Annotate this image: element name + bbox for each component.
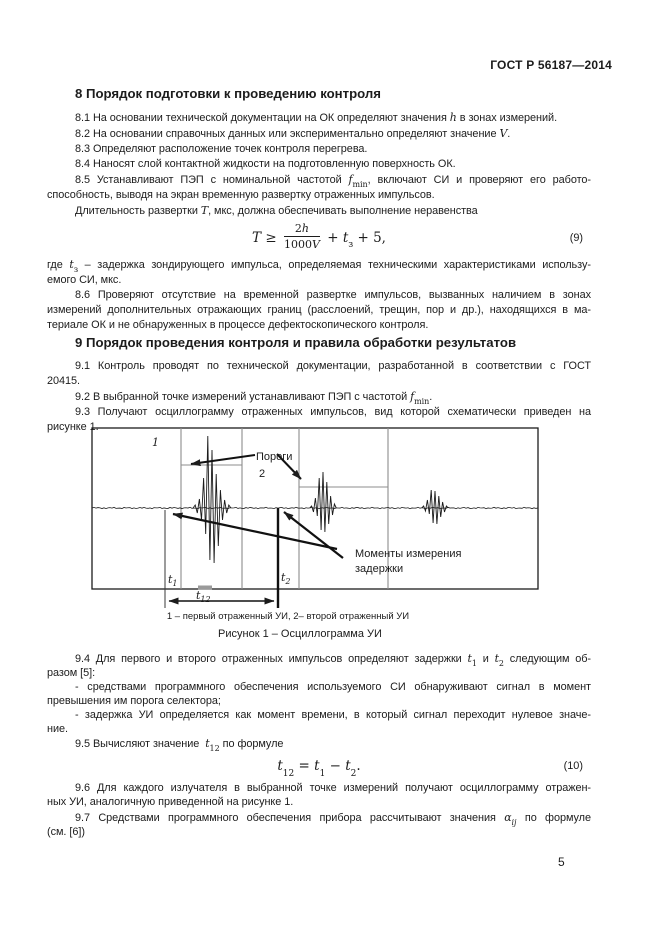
formula-block bbox=[47, 753, 591, 779]
text-line: 9.6 Для каждого излучателя в выбранной точке измерений получают осциллограмму отражен- bbox=[75, 782, 591, 794]
t12-label: $t_{12}$ bbox=[196, 589, 211, 604]
formula-number: (10) bbox=[563, 760, 583, 772]
text-line: 8.5 Устанавливают ПЭП с номинальной частотой $f_{min}$, включают СИ и проверяют его работо- bbox=[75, 173, 591, 190]
text-line: 8.2 На основании справочных данных или экспериментально определяют значение V. bbox=[75, 127, 511, 140]
t1-label: $t_1$ bbox=[168, 573, 178, 588]
pulse-2-waveform bbox=[310, 472, 337, 532]
text-line: измерений дополнительных отражающих границ (расслоений, трещин, пор и др.), находящихся в ма- bbox=[47, 304, 591, 316]
paragraph bbox=[47, 172, 591, 203]
text-line: емого СИ, мкс. bbox=[47, 274, 122, 286]
page-number: 5 bbox=[558, 855, 565, 869]
pulse-1-waveform bbox=[193, 436, 231, 563]
text-line: 9.3 Получают осциллограмму отраженных импульсов, вид которой схематически приведен на bbox=[75, 406, 591, 418]
paragraph bbox=[47, 811, 591, 839]
moment-arrow-1 bbox=[173, 514, 337, 549]
paragraph bbox=[47, 359, 591, 389]
text-line: ных УИ, аналогичную приведенной на рисунке 1. bbox=[47, 796, 294, 808]
text-line: териале ОК и не обнаруженных в процессе дефектоскопического контроля. bbox=[47, 319, 429, 331]
paragraph bbox=[47, 142, 591, 157]
text-line: 8.1 На основании технической документации на ОК определяют значения h в зонах измерений. bbox=[75, 111, 558, 124]
text-line: превышения им порога селектора; bbox=[47, 695, 221, 707]
text-line: (см. [6]) bbox=[47, 826, 85, 838]
gate-2-label: 2 bbox=[259, 468, 266, 480]
text-line: 9.4 Для первого и второго отраженных импульсов определяют задержки $t_1$ и $t_2$ следующим об- bbox=[75, 652, 591, 669]
figure-caption: Рисунок 1 – Осциллограмма УИ bbox=[218, 628, 382, 640]
section-heading: 8 Порядок подготовки к проведению контроля bbox=[75, 86, 381, 101]
paragraph bbox=[47, 203, 591, 219]
pulse-3-waveform bbox=[422, 490, 449, 524]
paragraph bbox=[47, 708, 591, 736]
formula-body: T ≥ $\frac{2h}{1000V}$ + $t_з + 5$, bbox=[252, 221, 386, 251]
text-line: 8.4 Наносят слой контактной жидкости на подготовленную поверхность ОК. bbox=[75, 158, 456, 170]
text-line: 9.7 Средствами программного обеспечения прибора рассчитывают значения $\alpha_{ij}$ по формуле bbox=[75, 811, 591, 828]
text-line: 9.5 Вычисляют значение $t_{12}$ по формуле bbox=[75, 737, 284, 754]
text-line: 8.6 Проверяют отсутствие на временной развертке импульсов, вызванных наличием в зонах bbox=[75, 289, 591, 301]
text-line: где $t_з$ – задержка зондирующего импульса, определяемая техническими характеристиками использу- bbox=[47, 258, 591, 275]
text-line: - задержка УИ определяется как момент времени, в который сигнал переходит нулевое значе- bbox=[75, 709, 591, 721]
paragraph bbox=[47, 157, 591, 172]
paragraph bbox=[47, 288, 591, 333]
paragraph bbox=[47, 110, 591, 126]
moment-arrow-2 bbox=[284, 512, 343, 558]
paragraph bbox=[47, 389, 591, 405]
content-bottom bbox=[47, 652, 591, 839]
gate-1-label: 1 bbox=[152, 436, 159, 449]
paragraph bbox=[47, 680, 591, 708]
thresholds-arrow-1 bbox=[191, 455, 255, 464]
section-heading: 9 Порядок проведения контроля и правила обработки результатов bbox=[75, 335, 517, 350]
signal-baseline bbox=[92, 507, 538, 508]
text-line: 9.2 В выбранной точке измерений устанавливают ПЭП с частотой $f_{min}$. bbox=[75, 390, 433, 407]
formula-block bbox=[47, 219, 591, 257]
moments-label-line2: задержки bbox=[355, 563, 404, 575]
thresholds-label: Пороги bbox=[256, 451, 293, 463]
paragraph bbox=[47, 737, 591, 754]
text-line: Длительность развертки T, мкс, должна обеспечивать выполнение неравенства bbox=[75, 204, 478, 217]
text-line: разом [5]: bbox=[47, 667, 96, 679]
paragraph bbox=[47, 652, 591, 680]
content-top bbox=[47, 86, 591, 435]
paragraph bbox=[47, 781, 591, 809]
text-line: - средствами программного обеспечения используемого СИ обнаруживают сигнал в момент bbox=[75, 681, 591, 693]
text-line: рисунке 1. bbox=[47, 421, 99, 433]
paragraph bbox=[47, 126, 591, 142]
text-line: 20415. bbox=[47, 375, 81, 387]
text-line: 8.3 Определяют расположение точек контроля перегрева. bbox=[75, 143, 368, 155]
text-line: способность, выводя на экран временную развертку отраженных импульсов. bbox=[47, 189, 435, 201]
doc-header: ГОСТ Р 56187—2014 bbox=[490, 58, 612, 72]
moments-label-line1: Моменты измерения bbox=[355, 548, 462, 560]
t2-label: $t_2$ bbox=[281, 571, 291, 586]
formula-number: (9) bbox=[569, 232, 583, 244]
figure-note: 1 – первый отраженный УИ, 2– второй отраженный УИ bbox=[166, 611, 410, 622]
formula-body: $t_{12} = t_1 - t_2$. bbox=[277, 758, 361, 779]
paragraph bbox=[47, 257, 591, 288]
text-line: 9.1 Контроль проводят по технической документации, разработанной в соответствии с ГОСТ bbox=[75, 360, 591, 372]
text-line: ние. bbox=[47, 723, 68, 735]
figure-oscillogram bbox=[85, 425, 545, 648]
